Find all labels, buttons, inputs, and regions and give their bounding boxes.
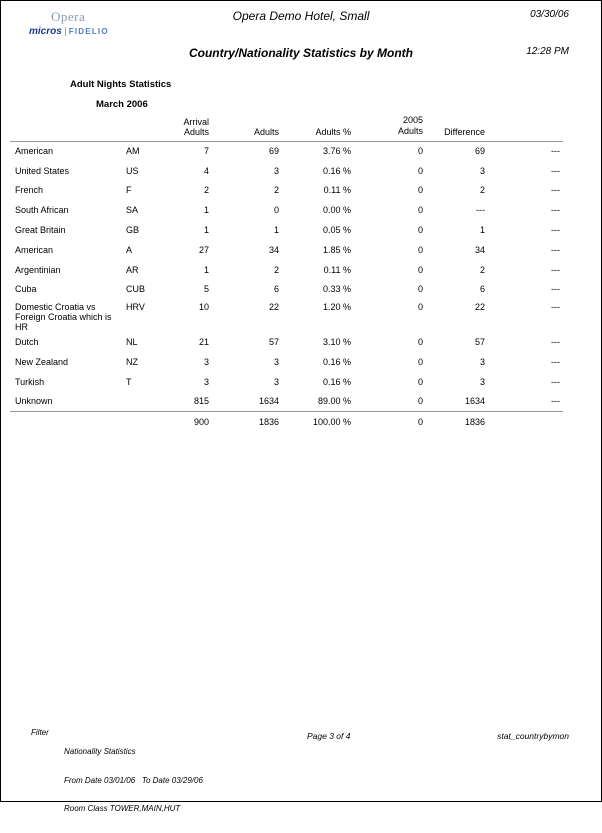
cell-last: --- xyxy=(551,244,560,255)
cell-last: --- xyxy=(551,376,560,387)
cell-adults: 0 xyxy=(273,205,279,216)
cell-country: American xyxy=(15,244,54,255)
section-subtitle: Adult Nights Statistics xyxy=(70,79,172,90)
cell-adults: 69 xyxy=(268,146,279,157)
cell-country: Unknown xyxy=(15,396,53,407)
cell-adults: 2 xyxy=(273,264,279,275)
header-2005-line2: Adults xyxy=(397,125,423,136)
logo-divider xyxy=(65,27,66,36)
cell-adults-pct: 0.16 % xyxy=(322,357,351,368)
cell-2005-adults: 0 xyxy=(417,146,423,157)
cell-2005-adults: 0 xyxy=(417,357,423,368)
table-row xyxy=(10,332,563,352)
cell-code: NL xyxy=(126,337,138,348)
cell-country: Argentinian xyxy=(15,264,61,275)
cell-adults: 1634 xyxy=(258,396,279,407)
cell-difference: 1 xyxy=(479,225,485,236)
cell-last: --- xyxy=(551,185,560,196)
cell-last: --- xyxy=(551,357,560,368)
table-row xyxy=(10,372,563,392)
table-row xyxy=(10,280,563,300)
cell-arrival-adults: 27 xyxy=(198,244,209,255)
hotel-name: Opera Demo Hotel, Small xyxy=(232,9,370,23)
report-id: stat_countrybymon xyxy=(497,731,569,741)
header-adults: Adults xyxy=(212,111,282,141)
table-row xyxy=(10,392,563,412)
section-month: March 2006 xyxy=(96,99,148,110)
opera-logo-text: Opera xyxy=(51,9,86,24)
table-row xyxy=(10,141,563,161)
cell-arrival-adults: 3 xyxy=(203,376,209,387)
cell-difference: 3 xyxy=(479,376,485,387)
cell-arrival-adults: 1 xyxy=(203,225,209,236)
cell-difference: --- xyxy=(476,205,485,216)
total-country xyxy=(10,412,122,433)
statistics-table xyxy=(10,111,563,433)
cell-code: T xyxy=(126,376,132,387)
cell-code: F xyxy=(126,185,132,196)
header-code xyxy=(122,111,162,141)
header-2005-line1: 2005 xyxy=(402,114,423,125)
cell-code: AR xyxy=(126,264,139,275)
total-difference: 1836 xyxy=(426,412,488,433)
header-arrival-adults: Arrival Adults xyxy=(162,111,212,141)
header-country xyxy=(10,111,122,141)
cell-code: NZ xyxy=(126,357,138,368)
fidelio-logo-text: FIDELIO xyxy=(68,27,109,36)
cell-difference: 22 xyxy=(474,302,485,313)
filter-line-room-class: Room Class TOWER,MAIN,HUT xyxy=(64,804,181,813)
cell-arrival-adults: 815 xyxy=(193,396,209,407)
cell-adults-pct: 0.16 % xyxy=(322,376,351,387)
cell-last: --- xyxy=(551,165,560,176)
header-difference: Difference xyxy=(426,111,488,141)
cell-2005-adults: 0 xyxy=(417,244,423,255)
filter-line-dates: From Date 03/01/06 To Date 03/29/06 xyxy=(64,775,203,785)
cell-difference: 1634 xyxy=(464,396,485,407)
cell-country: French xyxy=(15,185,44,196)
cell-arrival-adults: 7 xyxy=(203,146,209,157)
cell-2005-adults: 0 xyxy=(417,185,423,196)
total-adults: 1836 xyxy=(212,412,282,433)
cell-adults: 3 xyxy=(273,165,279,176)
cell-last: --- xyxy=(551,225,560,236)
total-adults-pct: 100.00 % xyxy=(282,412,354,433)
cell-country: United States xyxy=(15,165,70,176)
cell-arrival-adults: 5 xyxy=(203,284,209,295)
cell-2005-adults: 0 xyxy=(417,337,423,348)
cell-last: --- xyxy=(551,205,560,216)
cell-last: --- xyxy=(551,337,560,348)
cell-difference: 2 xyxy=(479,185,485,196)
cell-arrival-adults: 3 xyxy=(203,357,209,368)
cell-difference: 69 xyxy=(474,146,485,157)
header-2005-adults xyxy=(354,111,426,141)
filter-line-report: Nationality Statistics xyxy=(64,747,136,756)
total-arrival-adults: 900 xyxy=(162,412,212,433)
cell-2005-adults: 0 xyxy=(417,205,423,216)
cell-difference: 6 xyxy=(479,284,485,295)
cell-difference: 2 xyxy=(479,264,485,275)
cell-adults-pct: 0.16 % xyxy=(322,165,351,176)
cell-adults-pct: 3.76 % xyxy=(322,146,351,157)
micros-logo-text: micros xyxy=(29,26,62,37)
cell-2005-adults: 0 xyxy=(417,376,423,387)
header-last xyxy=(488,111,563,141)
table-row xyxy=(10,260,563,280)
cell-code: GB xyxy=(126,225,140,236)
cell-adults-pct: 0.05 % xyxy=(322,225,351,236)
cell-difference: 34 xyxy=(474,244,485,255)
cell-adults-pct: 0.33 % xyxy=(322,284,351,295)
cell-last: --- xyxy=(551,146,560,157)
cell-country: New Zealand xyxy=(15,357,69,368)
cell-arrival-adults: 1 xyxy=(203,264,209,275)
cell-2005-adults: 0 xyxy=(417,225,423,236)
table-total-row xyxy=(10,412,563,433)
cell-arrival-adults: 2 xyxy=(203,185,209,196)
cell-2005-adults: 0 xyxy=(417,302,423,313)
table-row xyxy=(10,200,563,220)
cell-code xyxy=(122,392,162,412)
table-row xyxy=(10,352,563,372)
report-date: 03/30/06 xyxy=(530,9,569,20)
cell-arrival-adults: 10 xyxy=(198,302,209,313)
cell-country: Domestic Croatia vs Foreign Croatia which is HR xyxy=(15,302,112,333)
cell-adults-pct: 1.20 % xyxy=(322,302,351,313)
filter-label: Filter xyxy=(31,728,49,737)
report-time: 12:28 PM xyxy=(526,46,569,57)
cell-code: A xyxy=(126,244,133,255)
cell-code: SA xyxy=(126,205,139,216)
cell-adults: 3 xyxy=(273,376,279,387)
cell-code: AM xyxy=(126,146,140,157)
cell-last: --- xyxy=(551,396,560,407)
cell-adults-pct: 1.85 % xyxy=(322,244,351,255)
cell-adults: 2 xyxy=(273,185,279,196)
cell-last: --- xyxy=(551,284,560,295)
total-2005-adults: 0 xyxy=(354,412,426,433)
cell-difference: 57 xyxy=(474,337,485,348)
cell-adults-pct: 3.10 % xyxy=(322,337,351,348)
total-last xyxy=(488,412,563,433)
report-title: Country/Nationality Statistics by Month xyxy=(188,46,413,60)
cell-adults: 3 xyxy=(273,357,279,368)
cell-adults: 1 xyxy=(273,225,279,236)
cell-arrival-adults: 21 xyxy=(198,337,209,348)
cell-adults-pct: 0.11 % xyxy=(323,185,351,196)
table-row xyxy=(10,299,563,332)
cell-2005-adults: 0 xyxy=(417,284,423,295)
table-header xyxy=(10,111,563,141)
cell-difference: 3 xyxy=(479,357,485,368)
cell-code: HRV xyxy=(126,302,145,313)
cell-arrival-adults: 4 xyxy=(203,165,209,176)
page-number: Page 3 of 4 xyxy=(307,731,351,741)
cell-adults: 22 xyxy=(268,302,279,313)
cell-arrival-adults: 1 xyxy=(203,205,209,216)
cell-2005-adults: 0 xyxy=(417,165,423,176)
header-adults-pct: Adults % xyxy=(282,111,354,141)
table-row xyxy=(10,161,563,181)
cell-country: Turkish xyxy=(15,376,45,387)
cell-adults: 6 xyxy=(273,284,279,295)
table-row xyxy=(10,220,563,240)
cell-code: CUB xyxy=(126,284,146,295)
cell-2005-adults: 0 xyxy=(417,396,423,407)
micros-fidelio-logo xyxy=(29,26,119,37)
cell-adults-pct: 89.00 % xyxy=(317,396,351,407)
cell-difference: 3 xyxy=(479,165,485,176)
cell-adults-pct: 0.00 % xyxy=(322,205,351,216)
total-code xyxy=(122,412,162,433)
cell-country: South African xyxy=(15,205,69,216)
cell-2005-adults: 0 xyxy=(417,264,423,275)
cell-last: --- xyxy=(551,302,560,313)
table-row xyxy=(10,181,563,201)
table-row xyxy=(10,240,563,260)
cell-country: American xyxy=(15,146,54,157)
cell-country: Dutch xyxy=(15,337,39,348)
cell-code: US xyxy=(126,165,139,176)
cell-country: Great Britain xyxy=(15,225,66,236)
cell-last: --- xyxy=(551,264,560,275)
cell-adults: 57 xyxy=(268,337,279,348)
cell-adults-pct: 0.11 % xyxy=(323,264,351,275)
filter-details xyxy=(64,728,203,833)
cell-country: Cuba xyxy=(15,284,37,295)
cell-adults: 34 xyxy=(268,244,279,255)
